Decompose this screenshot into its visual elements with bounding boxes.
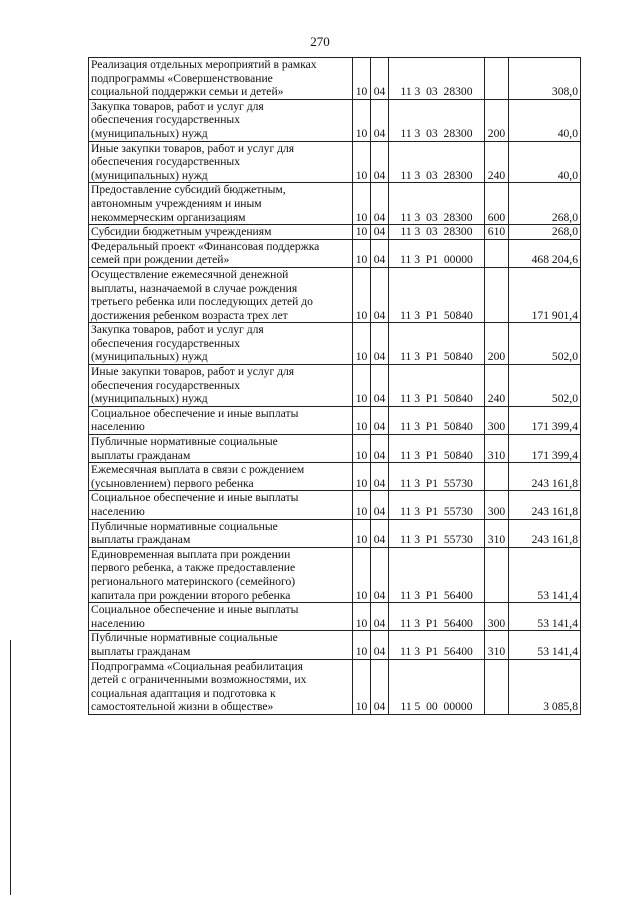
row-name-line: обеспечения государственных — [91, 155, 241, 169]
rz-cell: 10 — [353, 323, 371, 365]
pr-cell: 04 — [371, 183, 389, 225]
csr-cell: 11 3 P1 55730 — [389, 519, 485, 547]
vr-cell: 600 — [485, 183, 509, 225]
sum-cell: 268,0 — [509, 183, 581, 225]
csr-cell: 11 3 03 28300 — [389, 141, 485, 183]
sum-cell: 502,0 — [509, 365, 581, 407]
row-name-line: выплаты гражданам — [91, 644, 191, 658]
sum-cell: 243 161,8 — [509, 463, 581, 491]
table-row — [89, 323, 581, 365]
vr-cell: 310 — [485, 519, 509, 547]
rz-cell: 10 — [353, 406, 371, 434]
row-name-line: социальная адаптация и подготовка к — [91, 686, 276, 700]
table-row — [89, 463, 581, 491]
row-name-cell — [89, 659, 353, 714]
vr-cell — [485, 239, 509, 267]
row-name-cell — [89, 141, 353, 183]
pr-cell: 04 — [371, 435, 389, 463]
sum-cell: 40,0 — [509, 99, 581, 141]
row-name-line: первого ребенка, а также предоставление — [91, 561, 296, 575]
row-name-line: семей при рождении детей» — [91, 253, 230, 267]
row-name-cell — [89, 183, 353, 225]
row-name-line: третьего ребенка или последующих детей до — [91, 295, 313, 309]
row-name-line: автономным учреждениям и иным — [91, 196, 262, 210]
csr-cell: 11 3 P1 56400 — [389, 603, 485, 631]
sum-cell: 3 085,8 — [509, 659, 581, 714]
row-name-line: регионального материнского (семейного) — [91, 574, 296, 588]
row-name-line: Подпрограмма «Социальная реабилитация — [91, 659, 303, 673]
pr-cell: 04 — [371, 323, 389, 365]
pr-cell: 04 — [371, 406, 389, 434]
row-name-line: Публичные нормативные социальные — [91, 435, 278, 449]
sum-cell: 40,0 — [509, 141, 581, 183]
rz-cell: 10 — [353, 659, 371, 714]
table-row — [89, 239, 581, 267]
rz-cell: 10 — [353, 183, 371, 225]
row-name-cell — [89, 225, 353, 240]
row-name-cell — [89, 239, 353, 267]
table-row — [89, 435, 581, 463]
row-name-line: социальной поддержки семьи и детей» — [91, 85, 284, 99]
table-row — [89, 603, 581, 631]
rz-cell: 10 — [353, 267, 371, 322]
table-row — [89, 406, 581, 434]
rz-cell: 10 — [353, 603, 371, 631]
rz-cell: 10 — [353, 435, 371, 463]
sum-cell: 268,0 — [509, 225, 581, 240]
vr-cell: 610 — [485, 225, 509, 240]
row-name-line: Осуществление ежемесячной денежной — [91, 267, 289, 281]
row-name-cell — [89, 58, 353, 100]
sum-cell: 171 901,4 — [509, 267, 581, 322]
vr-cell — [485, 58, 509, 100]
table-row — [89, 659, 581, 714]
rz-cell: 10 — [353, 631, 371, 659]
vr-cell: 310 — [485, 435, 509, 463]
row-name-line: Федеральный проект «Финансовая поддержка — [91, 239, 320, 253]
row-name-line: Единовременная выплата при рождении — [91, 547, 291, 561]
table-row — [89, 267, 581, 322]
rz-cell: 10 — [353, 239, 371, 267]
rz-cell: 10 — [353, 365, 371, 407]
row-name-line: населению — [91, 505, 145, 518]
row-name-line: подпрограммы «Совершенствование — [91, 71, 273, 85]
row-name-line: Социальное обеспечение и иные выплаты — [91, 491, 299, 505]
row-name-line: (муниципальных) нужд — [91, 350, 208, 364]
vr-cell: 200 — [485, 323, 509, 365]
row-name-line: Социальное обеспечение и иные выплаты — [91, 603, 299, 617]
row-name-line: населению — [91, 420, 145, 434]
csr-cell: 11 3 03 28300 — [389, 58, 485, 100]
row-name-cell — [89, 435, 353, 463]
row-name-line: (муниципальных) нужд — [91, 168, 208, 182]
row-name-line: Субсидии бюджетным учреждениям — [91, 225, 272, 239]
row-name-line: самостоятельной жизни в обществе» — [91, 700, 274, 714]
csr-cell: 11 3 P1 55730 — [389, 463, 485, 491]
table-row — [89, 225, 581, 240]
csr-cell: 11 3 P1 50840 — [389, 435, 485, 463]
row-name-line: обеспечения государственных — [91, 336, 241, 350]
pr-cell: 04 — [371, 519, 389, 547]
pr-cell: 04 — [371, 267, 389, 322]
row-name-line: (муниципальных) нужд — [91, 126, 208, 140]
vr-cell: 310 — [485, 631, 509, 659]
csr-cell: 11 3 P1 50840 — [389, 406, 485, 434]
table-row — [89, 183, 581, 225]
budget-table — [88, 57, 581, 715]
sum-cell: 502,0 — [509, 323, 581, 365]
csr-cell: 11 3 P1 55730 — [389, 491, 485, 519]
row-name-line: населению — [91, 616, 145, 630]
row-name-line: Реализация отдельных мероприятий в рамках — [91, 58, 317, 71]
sum-cell: 243 161,8 — [509, 491, 581, 519]
pr-cell: 04 — [371, 603, 389, 631]
vr-cell — [485, 267, 509, 322]
csr-cell: 11 3 03 28300 — [389, 225, 485, 240]
row-name-line: детей с ограниченными возможностями, их — [91, 673, 307, 687]
table-row — [89, 99, 581, 141]
row-name-line: (усыновлением) первого ребенка — [91, 476, 254, 490]
csr-cell: 11 3 P1 50840 — [389, 365, 485, 407]
row-name-line: Публичные нормативные социальные — [91, 631, 278, 645]
pr-cell: 04 — [371, 491, 389, 519]
row-name-line: Иные закупки товаров, работ и услуг для — [91, 365, 295, 379]
row-name-line: Закупка товаров, работ и услуг для — [91, 99, 264, 113]
row-name-line: (муниципальных) нужд — [91, 392, 208, 406]
row-name-line: Иные закупки товаров, работ и услуг для — [91, 141, 295, 155]
table-row — [89, 519, 581, 547]
row-name-line: Публичные нормативные социальные — [91, 519, 278, 533]
sum-cell: 171 399,4 — [509, 406, 581, 434]
rz-cell: 10 — [353, 99, 371, 141]
margin-line — [10, 640, 11, 895]
table-row — [89, 141, 581, 183]
vr-cell — [485, 659, 509, 714]
rz-cell: 10 — [353, 225, 371, 240]
pr-cell: 04 — [371, 631, 389, 659]
row-name-line: выплаты гражданам — [91, 448, 191, 462]
page-number: 270 — [310, 34, 330, 49]
sum-cell: 53 141,4 — [509, 603, 581, 631]
row-name-line: капитала при рождении второго ребенка — [91, 588, 291, 602]
row-name-line: обеспечения государственных — [91, 113, 241, 127]
pr-cell: 04 — [371, 58, 389, 100]
row-name-line: Закупка товаров, работ и услуг для — [91, 323, 264, 337]
rz-cell: 10 — [353, 547, 371, 602]
sum-cell: 308,0 — [509, 58, 581, 100]
vr-cell: 240 — [485, 365, 509, 407]
vr-cell: 300 — [485, 603, 509, 631]
pr-cell: 04 — [371, 659, 389, 714]
csr-cell: 11 3 P1 56400 — [389, 547, 485, 602]
row-name-cell — [89, 323, 353, 365]
rz-cell: 10 — [353, 519, 371, 547]
budget-rows — [89, 58, 581, 715]
row-name-cell — [89, 519, 353, 547]
rz-cell: 10 — [353, 58, 371, 100]
row-name-cell — [89, 491, 353, 519]
vr-cell: 300 — [485, 491, 509, 519]
row-name-cell — [89, 631, 353, 659]
vr-cell — [485, 547, 509, 602]
table-row — [89, 58, 581, 100]
pr-cell: 04 — [371, 547, 389, 602]
csr-cell: 11 3 P1 00000 — [389, 239, 485, 267]
csr-cell: 11 3 03 28300 — [389, 99, 485, 141]
csr-cell: 11 5 00 00000 — [389, 659, 485, 714]
csr-cell: 11 3 P1 50840 — [389, 323, 485, 365]
rz-cell: 10 — [353, 491, 371, 519]
sum-cell: 53 141,4 — [509, 547, 581, 602]
row-name-line: некоммерческим организациям — [91, 210, 246, 224]
csr-cell: 11 3 P1 50840 — [389, 267, 485, 322]
row-name-line: достижения ребенком возраста трех лет — [91, 308, 288, 322]
vr-cell: 300 — [485, 406, 509, 434]
row-name-line: Предоставление субсидий бюджетным, — [91, 183, 286, 197]
sum-cell: 171 399,4 — [509, 435, 581, 463]
rz-cell: 10 — [353, 463, 371, 491]
row-name-line: выплаты гражданам — [91, 533, 191, 547]
vr-cell — [485, 463, 509, 491]
row-name-line: Социальное обеспечение и иные выплаты — [91, 406, 299, 420]
vr-cell: 240 — [485, 141, 509, 183]
row-name-cell — [89, 365, 353, 407]
row-name-cell — [89, 99, 353, 141]
row-name-line: обеспечения государственных — [91, 378, 241, 392]
sum-cell: 468 204,6 — [509, 239, 581, 267]
pr-cell: 04 — [371, 463, 389, 491]
row-name-line: Ежемесячная выплата в связи с рождением — [91, 463, 305, 477]
csr-cell: 11 3 03 28300 — [389, 183, 485, 225]
pr-cell: 04 — [371, 141, 389, 183]
row-name-cell — [89, 547, 353, 602]
table-row — [89, 547, 581, 602]
sum-cell: 243 161,8 — [509, 519, 581, 547]
row-name-cell — [89, 463, 353, 491]
sum-cell: 53 141,4 — [509, 631, 581, 659]
table-row — [89, 631, 581, 659]
row-name-cell — [89, 603, 353, 631]
pr-cell: 04 — [371, 365, 389, 407]
pr-cell: 04 — [371, 225, 389, 240]
table-row — [89, 365, 581, 407]
row-name-cell — [89, 406, 353, 434]
pr-cell: 04 — [371, 239, 389, 267]
row-name-cell — [89, 267, 353, 322]
rz-cell: 10 — [353, 141, 371, 183]
pr-cell: 04 — [371, 99, 389, 141]
vr-cell: 200 — [485, 99, 509, 141]
row-name-line: выплаты, назначаемой в случае рождения — [91, 281, 298, 295]
table-row — [89, 491, 581, 519]
csr-cell: 11 3 P1 56400 — [389, 631, 485, 659]
